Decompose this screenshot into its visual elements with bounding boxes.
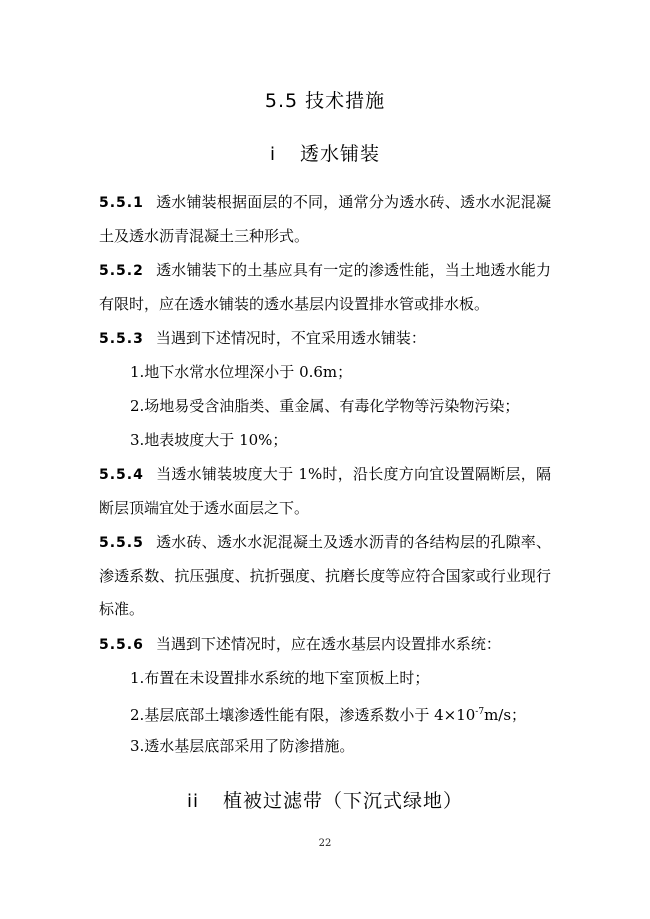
clause-number: 5.5.1 [99,195,144,211]
clause-5-5-2 [99,254,551,321]
clause-5-5-6 [99,628,551,662]
list-item-text: 2.基层底部土壤渗透性能有限，渗透系数小于 4×10 [130,706,476,724]
subsection-heading-i [0,139,650,166]
page-number: 22 [318,838,332,849]
clause-text: 透水铺装下的土基应具有一定的渗透性能，当土地透水能力有限时，应在透水铺装的透水基层内设置排水管或排水板。 [99,261,551,313]
list-item: 3.透水基层底部采用了防渗措施。 [130,737,355,755]
clause-number: 5.5.4 [99,467,144,483]
clause-text: 当透水铺装坡度大于 1%时，沿长度方向宜设置隔断层，隔断层顶端宜处于透水面层之下。 [99,465,551,517]
list-item: 2.场地易受含油脂类、重金属、有毒化学物等污染物污染； [130,397,520,415]
subsection-roman-numeral: i [269,144,276,165]
clause-number: 5.5.5 [99,535,144,551]
list-item: 3.地表坡度大于 10%； [130,431,288,449]
section-title: 5.5 技术措施 [264,90,386,112]
clause-5-5-4 [99,458,551,525]
clause-text: 当遇到下述情况时，不宜采用透水铺装： [155,329,426,347]
subsection-heading-ii [0,786,650,813]
clause-5-5-3 [99,322,551,356]
list-item: 1.布置在未设置排水系统的地下室顶板上时； [130,669,430,687]
subsection-roman-numeral: ii [186,791,199,812]
clause-text: 透水铺装根据面层的不同，通常分为透水砖、透水水泥混凝土及透水沥青混凝土三种形式。 [99,193,551,245]
list-item [130,696,560,732]
clause-5-5-5 [99,526,551,626]
subsection-title: 透水铺装 [300,143,381,165]
list-item-unit: m/s； [484,706,527,724]
clause-5-5-1 [99,186,551,253]
clause-number: 5.5.3 [99,331,144,347]
clause-text: 透水砖、透水水泥混凝土及透水沥青的各结构层的孔隙率、渗透系数、抗压强度、抗折强度、抗磨长度等应符合国家或行业现行标准。 [99,533,551,618]
clause-number: 5.5.6 [99,637,144,653]
clause-number: 5.5.2 [99,263,144,279]
subsection-title: 植被过滤带（下沉式绿地） [223,790,464,812]
list-item: 1.地下水常水位埋深小于 0.6m； [130,363,353,381]
clause-text: 当遇到下述情况时，应在透水基层内设置排水系统： [155,635,501,653]
exponent: -7 [475,707,485,717]
